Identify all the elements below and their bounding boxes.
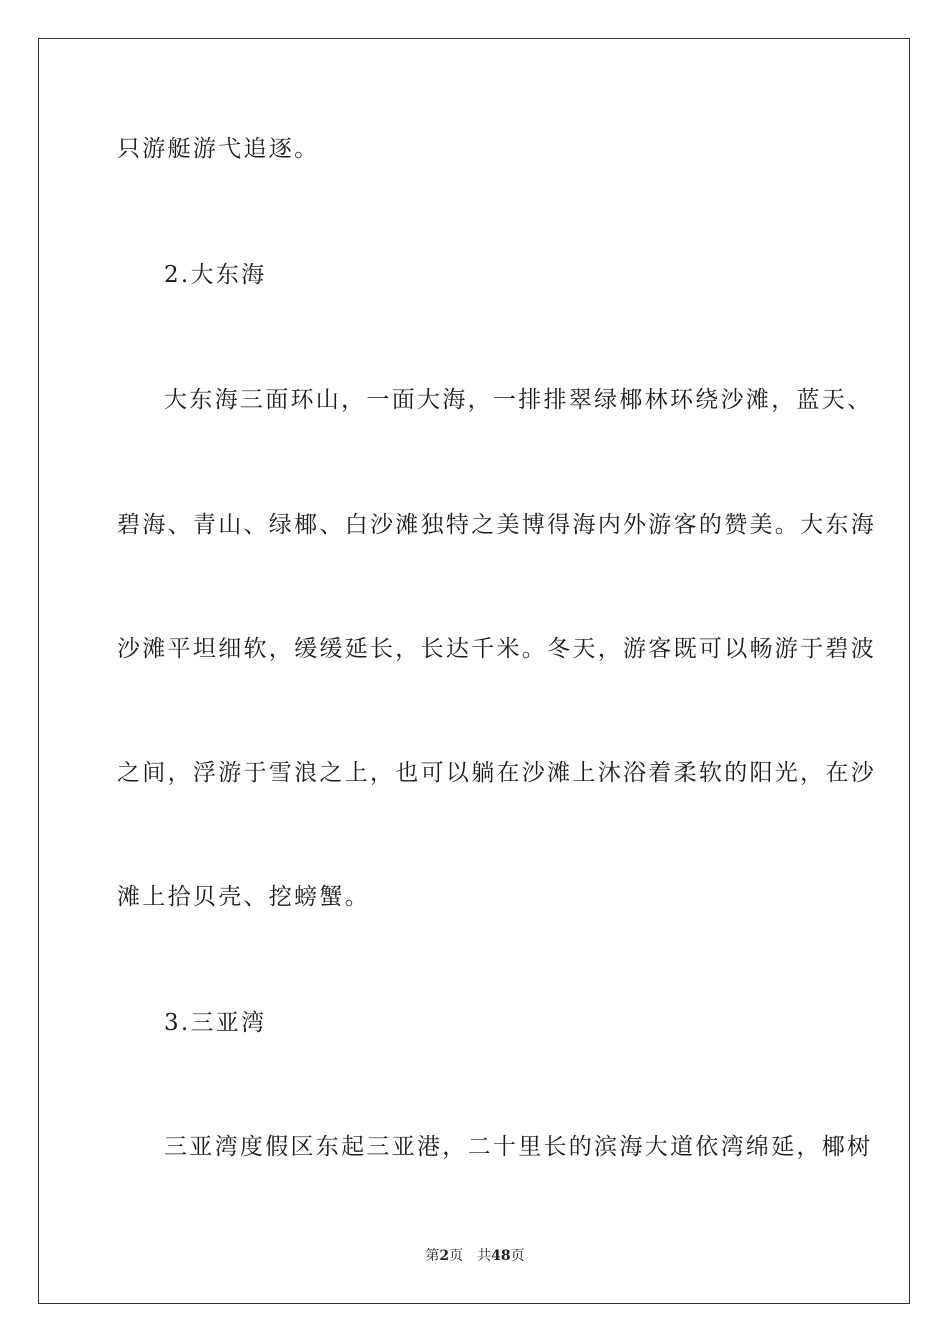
paragraph-line: 碧海、青山、绿椰、白沙滩独特之美博得海内外游客的赞美。大东海 xyxy=(117,512,876,538)
paragraph-line: 沙滩平坦细软，缓缓延长，长达千米。冬天，游客既可以畅游于碧波 xyxy=(117,636,876,662)
footer-prefix: 第 xyxy=(425,1248,440,1264)
paragraph-line: 滩上拾贝壳、挖螃蟹。 xyxy=(117,884,370,910)
section-heading: 2.大东海 xyxy=(164,262,267,288)
section-heading: 3.三亚湾 xyxy=(164,1010,267,1036)
paragraph-line: 大东海三面环山，一面大海，一排排翠绿椰林环绕沙滩，蓝天、 xyxy=(164,387,873,413)
total-pages-number: 48 xyxy=(491,1248,511,1264)
footer-total-unit: 页 xyxy=(510,1248,525,1264)
paragraph-line: 只游艇游弋追逐。 xyxy=(117,136,320,162)
paragraph-line: 之间，浮游于雪浪之上，也可以躺在沙滩上沐浴着柔软的阳光，在沙 xyxy=(117,760,876,786)
paragraph-line: 三亚湾度假区东起三亚港，二十里长的滨海大道依湾绵延，椰树 xyxy=(164,1134,873,1160)
footer-total-prefix: 共 xyxy=(477,1248,492,1264)
footer-page-unit: 页 xyxy=(449,1248,464,1264)
current-page-number: 2 xyxy=(439,1248,450,1264)
page-frame xyxy=(38,38,910,1304)
page-footer xyxy=(0,1246,950,1266)
